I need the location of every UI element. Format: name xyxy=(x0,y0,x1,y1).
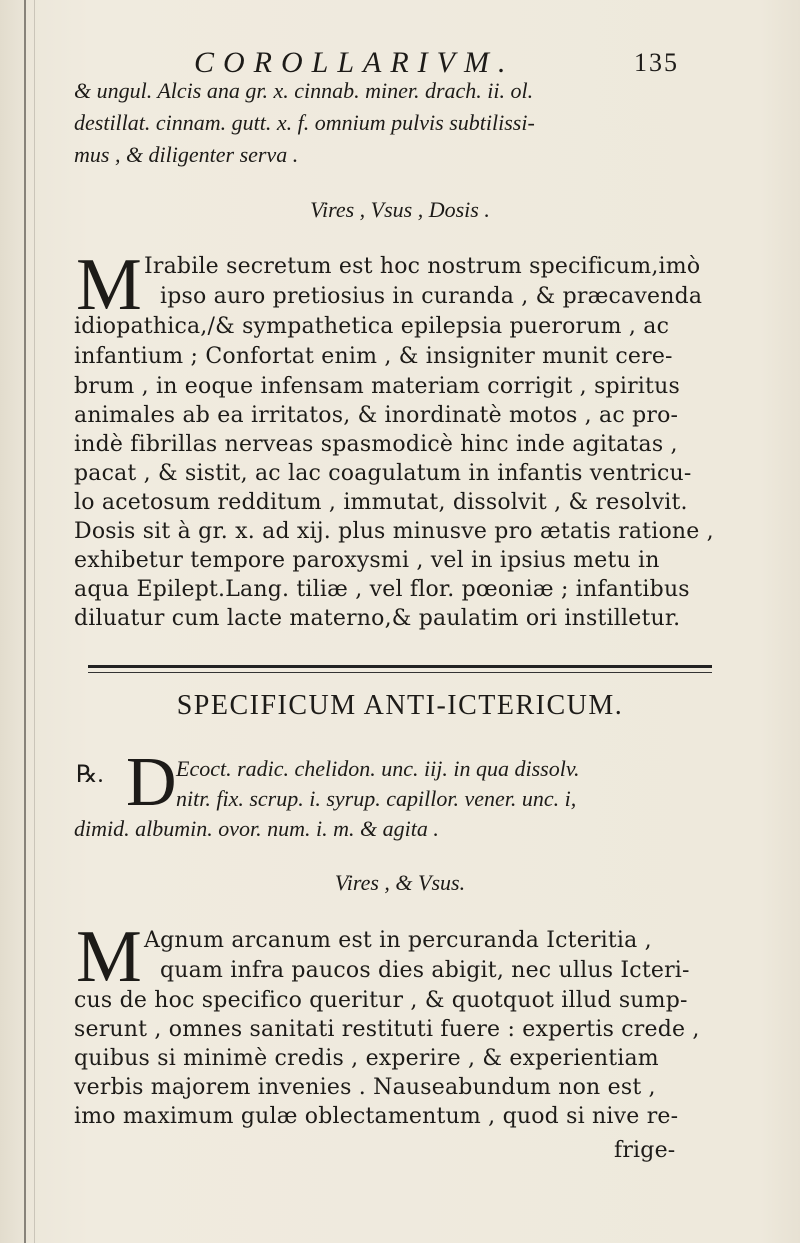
header-title: COROLLARIVM. xyxy=(194,46,515,79)
recipe-line: Ecoct. radic. chelidon. unc. iij. in qua dissolv. xyxy=(176,756,580,781)
recipe-line: & ungul. Alcis ana gr. x. cinnab. miner. drach. ii. ol. xyxy=(74,78,534,103)
body-line: idiopathica,/& sympathetica epilepsia puerorum , ac xyxy=(74,314,670,339)
body-line: Agnum arcanum est in percuranda Icteritia , xyxy=(144,928,652,953)
recipe-line: nitr. fix. scrup. i. syrup. capillor. vener. unc. i, xyxy=(176,786,577,811)
body-line: imo maximum gulæ oblectamentum , quod si nive re- xyxy=(74,1104,679,1129)
body-line: quam infra paucos dies abigit, nec ullus Icteri- xyxy=(160,958,690,983)
section-subtitle: Vires , & Vsus. xyxy=(334,870,466,895)
drop-cap: D xyxy=(126,744,177,821)
body-line: pacat , & sistit, ac lac coagulatum in infantis ventricu- xyxy=(74,461,692,486)
page-gutter-shadow xyxy=(34,0,35,1243)
body-line: quibus si minimè credis , experire , & experientiam xyxy=(74,1046,659,1071)
body-line: animales ab ea irritatos, & inordinatè motos , ac pro- xyxy=(74,403,679,428)
drop-cap: M xyxy=(76,916,142,998)
body-line: Irabile secretum est hoc nostrum specificum,imò xyxy=(144,254,701,279)
recipe-line: destillat. cinnam. gutt. x. f. omnium pulvis subtilissi- xyxy=(74,110,535,135)
body-line: diluatur cum lacte materno,& paulatim ori instilletur. xyxy=(74,606,681,631)
recipe-line: mus , & diligenter serva . xyxy=(74,142,299,167)
body-line: exhibetur tempore paroxysmi , vel in ipsius metu in xyxy=(74,548,660,573)
section-divider-thin xyxy=(88,672,712,673)
body-line: cus de hoc specifico queritur , & quotquot illud sump- xyxy=(74,988,688,1013)
section-divider xyxy=(88,665,712,668)
body-line: lo acetosum redditum , immutat, dissolvit , & resolvit. xyxy=(74,490,688,515)
recipe-line: dimid. albumin. ovor. num. i. m. & agita . xyxy=(74,816,439,841)
body-line: brum , in eoque infensam materiam corrigit , spiritus xyxy=(74,374,680,399)
body-line: infantium ; Confortat enim , & insigniter munit cere- xyxy=(74,344,673,369)
body-line: verbis majorem invenies . Nauseabundum non est , xyxy=(74,1075,656,1100)
section-heading: SPECIFICUM ANTI-ICTERICUM. xyxy=(176,690,624,721)
body-line: ipso auro pretiosius in curanda , & præcavenda xyxy=(160,284,703,309)
page-number: 135 xyxy=(634,48,679,77)
body-line: indè fibrillas nerveas spasmodicè hinc inde agitatas , xyxy=(74,432,678,457)
page-gutter-line xyxy=(24,0,26,1243)
body-line: aqua Epilept.Lang. tiliæ , vel flor. pœoniæ ; infantibus xyxy=(74,577,690,602)
recipe-symbol: ℞. xyxy=(76,762,104,788)
catchword: frige- xyxy=(614,1138,676,1163)
body-line: Dosis sit à gr. x. ad xij. plus minusve pro ætatis ratione , xyxy=(74,519,714,544)
drop-cap: M xyxy=(76,244,142,326)
section-subtitle: Vires , Vsus , Dosis . xyxy=(310,197,490,222)
body-line: serunt , omnes sanitati restituti fuere : expertis crede , xyxy=(74,1017,700,1042)
